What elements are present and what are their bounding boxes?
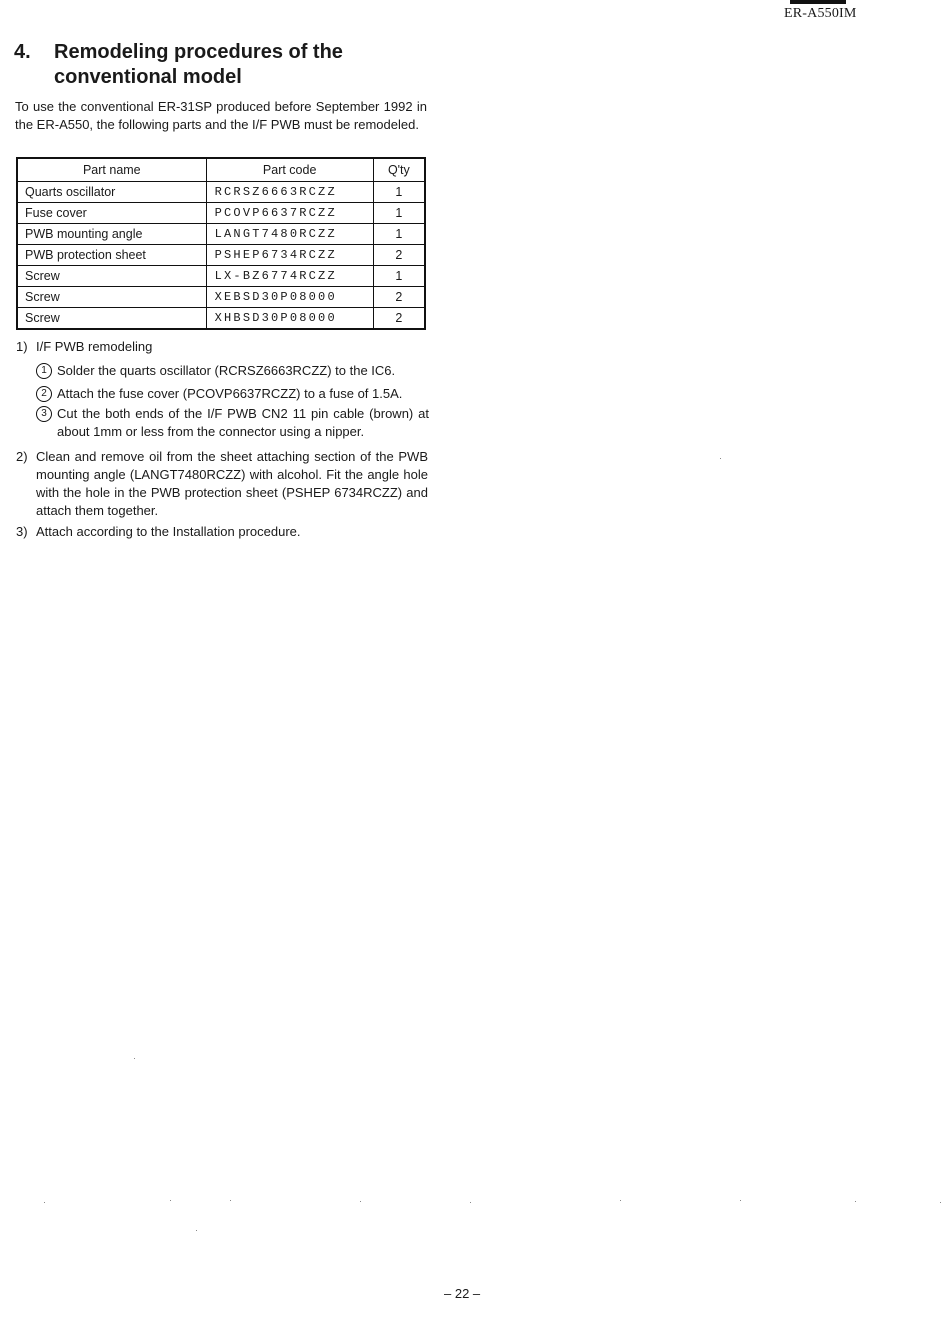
scan-speck <box>44 1202 45 1203</box>
header-qty: Q'ty <box>373 158 425 182</box>
part-qty: 1 <box>373 224 425 245</box>
part-code: XEBSD30P08000 <box>206 287 373 308</box>
table-row <box>17 266 425 287</box>
section-heading <box>14 40 343 90</box>
circled-number-1: 1 <box>36 363 52 379</box>
part-code: LANGT7480RCZZ <box>206 224 373 245</box>
table-row <box>17 308 425 330</box>
scan-speck <box>620 1200 621 1201</box>
part-name: Quarts oscillator <box>17 182 206 203</box>
part-name: Screw <box>17 266 206 287</box>
table-header-row <box>17 158 425 182</box>
part-code: PSHEP6734RCZZ <box>206 245 373 266</box>
circled-number-3: 3 <box>36 406 52 422</box>
part-code: PCOVP6637RCZZ <box>206 203 373 224</box>
part-code: RCRSZ6663RCZZ <box>206 182 373 203</box>
step-2-text: Clean and remove oil from the sheet attaching section of the PWB mounting angle (LANGT7480RCZZ) with alcohol. Fit the angle hole with the hole in the PWB protection sheet (PSHEP 6734RCZZ) and attach them together. <box>36 449 428 518</box>
step-3 <box>16 523 436 543</box>
scan-speck <box>940 1202 941 1203</box>
part-qty: 2 <box>373 245 425 266</box>
part-code: XHBSD30P08000 <box>206 308 373 330</box>
substep-1-text: Solder the quarts oscillator (RCRSZ6663RCZZ) to the IC6. <box>57 363 396 378</box>
substep-3 <box>36 405 436 445</box>
substep-3-text: Cut the both ends of the I/F PWB CN2 11 pin cable (brown) at about 1mm or less from the connector using a nipper. <box>57 406 429 439</box>
scan-speck <box>855 1201 856 1202</box>
header-part-code: Part code <box>206 158 373 182</box>
substep-2 <box>36 385 436 405</box>
header-rule <box>790 0 846 4</box>
circled-number-2: 2 <box>36 386 52 402</box>
section-title-line1: Remodeling procedures of the <box>54 41 343 63</box>
header-part-name: Part name <box>17 158 206 182</box>
step-2-label: 2) <box>16 449 28 464</box>
step-3-label: 3) <box>16 524 28 539</box>
parts-table <box>16 157 426 330</box>
table-row <box>17 182 425 203</box>
scan-speck <box>196 1230 197 1231</box>
section-number: 4. <box>14 41 31 63</box>
scan-speck <box>720 458 721 459</box>
table-row <box>17 224 425 245</box>
substep-2-text: Attach the fuse cover (PCOVP6637RCZZ) to a fuse of 1.5A. <box>57 386 403 401</box>
part-qty: 2 <box>373 287 425 308</box>
part-qty: 1 <box>373 266 425 287</box>
table-row <box>17 245 425 266</box>
part-name: Screw <box>17 308 206 330</box>
scan-speck <box>170 1200 171 1201</box>
intro-paragraph: To use the conventional ER-31SP produced before September 1992 in the ER-A550, the following parts and the I/F PWB must be remodeled. <box>15 99 427 132</box>
step-1 <box>16 338 436 358</box>
section-title-line2: conventional model <box>54 66 242 88</box>
part-qty: 1 <box>373 182 425 203</box>
part-name: PWB mounting angle <box>17 224 206 245</box>
part-code: LX-BZ6774RCZZ <box>206 266 373 287</box>
document-id: ER-A550IM <box>784 6 857 21</box>
scan-speck <box>470 1202 471 1203</box>
scan-speck <box>230 1200 231 1201</box>
step-1-text: I/F PWB remodeling <box>36 339 153 354</box>
substep-1 <box>36 362 436 382</box>
part-qty: 2 <box>373 308 425 330</box>
step-1-label: 1) <box>16 339 28 354</box>
scan-speck <box>740 1200 741 1201</box>
part-name: PWB protection sheet <box>17 245 206 266</box>
scan-speck <box>360 1201 361 1202</box>
table-row <box>17 287 425 308</box>
step-2 <box>16 448 436 524</box>
part-name: Fuse cover <box>17 203 206 224</box>
part-qty: 1 <box>373 203 425 224</box>
table-row <box>17 203 425 224</box>
part-name: Screw <box>17 287 206 308</box>
step-3-text: Attach according to the Installation procedure. <box>36 524 301 539</box>
page-number: – 22 – <box>444 1286 481 1301</box>
scan-speck <box>134 1058 135 1059</box>
